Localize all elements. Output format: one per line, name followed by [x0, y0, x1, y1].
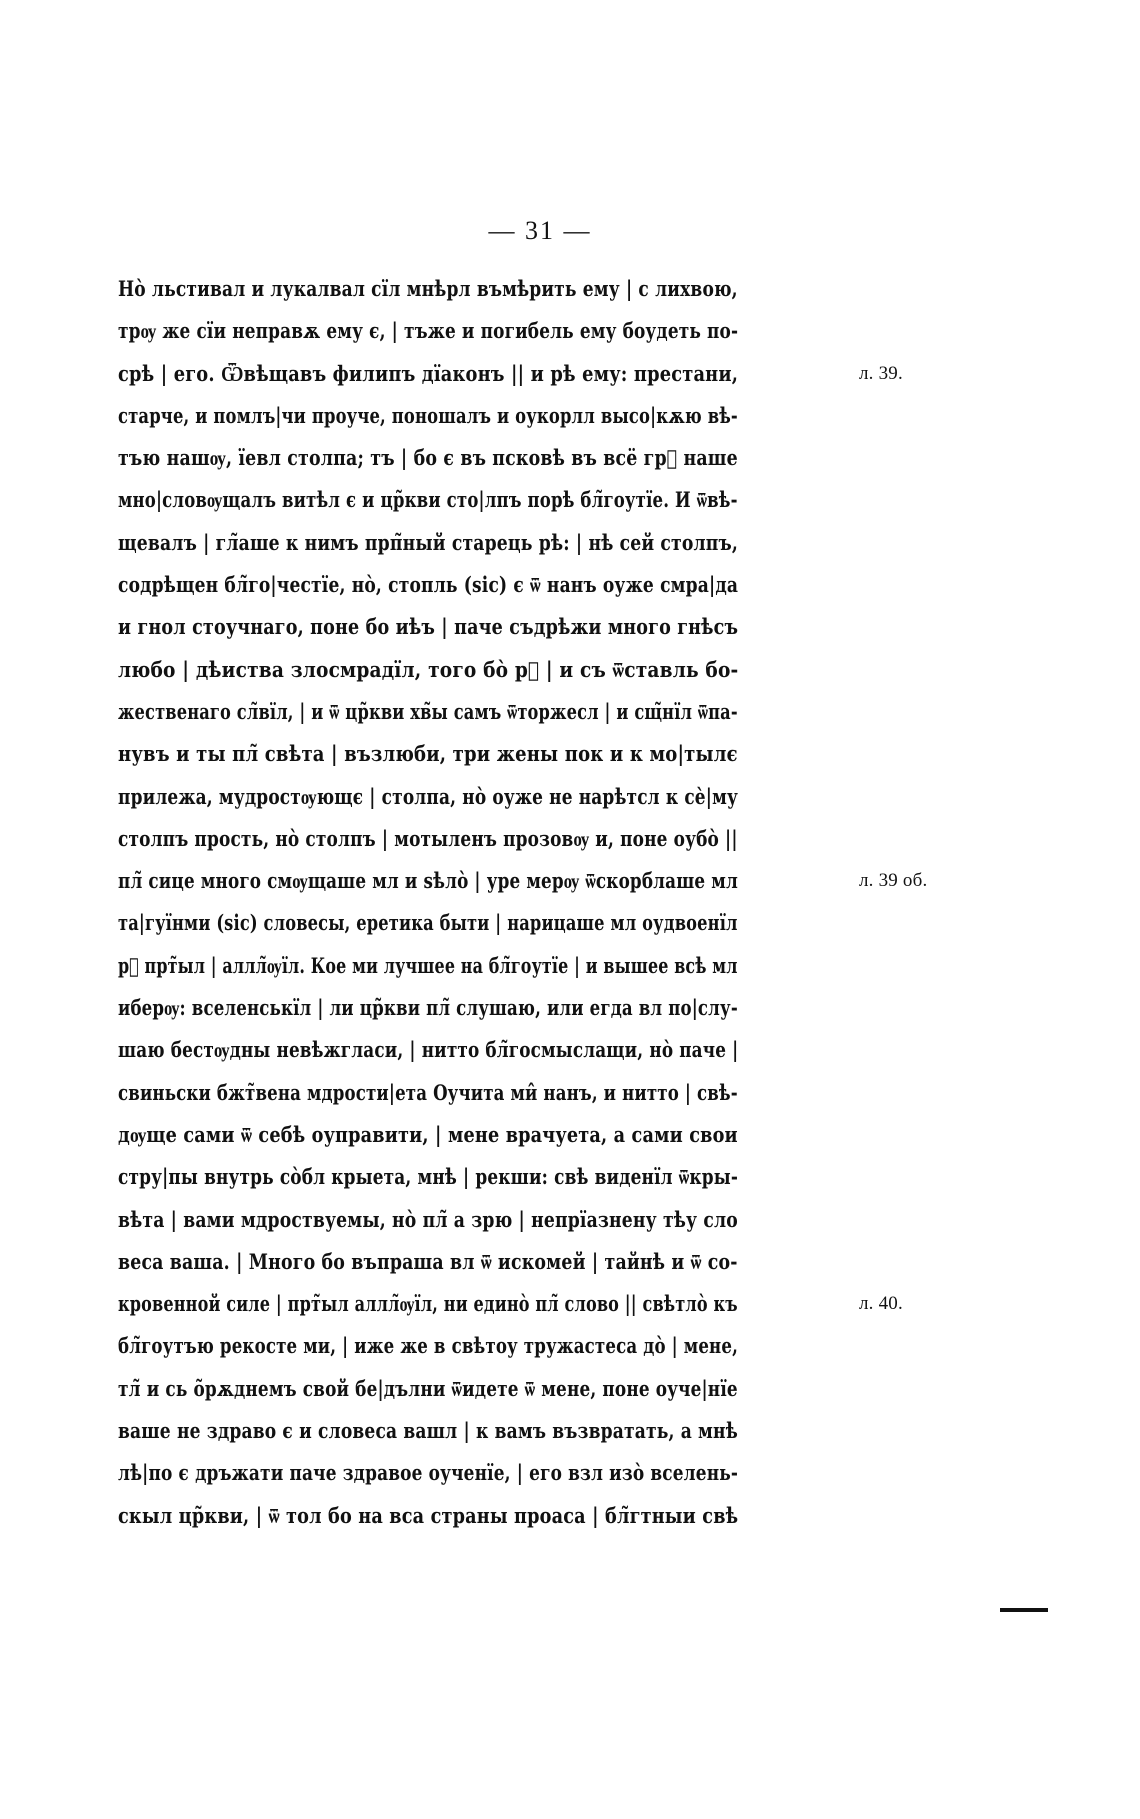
line-text: столпъ прость, но̀ столпъ | мотыленъ прозовѹ и, поне оубо̀ ||: [118, 825, 738, 851]
line-text: любо | дѣиства злосмрадїл, того бо̀ рⷶ | и съ ѿставль бо-: [118, 656, 739, 682]
line-text: ваше не здраво є и словеса вашл | к вамъ възвратать, а мнѣ: [118, 1418, 738, 1444]
line-text: вѣта | вами мдроствуемы, но̀ пл̃ а зрю | непрїазнену тѣу сло: [118, 1206, 738, 1232]
line-text: прилежа, мудростѹющє | столпа, но̀ оуже не нарѣтсл к сѐ|му: [118, 783, 738, 809]
text-line: [118, 1283, 903, 1325]
text-line: [118, 310, 878, 352]
line-text: иберѹ: вселенськїл | ли цр̃кви пл̃ слушаю, или егда вл по|слу-: [118, 995, 738, 1021]
text-line: [118, 1156, 878, 1198]
line-text: та|гуїнми (sic) словесы, еретика быти | нарицаше мл оудвоенїл: [118, 910, 738, 936]
text-line: [118, 1495, 878, 1537]
text-line: [118, 945, 878, 987]
text-line: [118, 1114, 878, 1156]
line-text: старче, и помлъ|чи проуче, поношалъ и оукорлл высо|кѫю вѣ-: [118, 402, 738, 428]
text-line: [118, 1072, 878, 1114]
line-text: кровенной силе | прт̃ыл аллл̃ѹїл, ни едино̀ пл̃ слово || свѣтло̀ къ: [118, 1291, 738, 1317]
line-text: лѣ|по є дръжати паче здравое оученїе, | его взл изо̀ вселень-: [118, 1460, 739, 1486]
text-line: [118, 1199, 878, 1241]
line-text: срѣ | его. Ѿвѣщавъ филипъ дїаконъ || и рѣ ему: престани,: [118, 360, 739, 386]
folio-note: л. 39.: [859, 362, 903, 384]
text-line: [118, 649, 878, 691]
line-text: веса ваша. | Много бо въпраша вл ѿ искомей | тайнѣ и ѿ со-: [118, 1248, 738, 1274]
line-text: рⷶ прт̃ыл | аллл̃ѹїл. Кое ми лучшее на бл̃гоутїе | и вышее всѣ мл: [118, 952, 738, 978]
line-text: Но̀ льстивал и лукалвал сїл мнѣрл въмѣрить ему | с лихвою,: [118, 276, 738, 301]
line-text: мно|словѹщалъ витѣл є и цр̃кви сто|лпъ порѣ бл̃гоутїе. И ѿвѣ-: [118, 487, 738, 513]
text-line: [118, 395, 878, 437]
end-rule: [1000, 1608, 1048, 1612]
line-text: содрѣщен бл̃го|честїе, но̀, стопль (sic) є ѿ нанъ оуже смра|да: [118, 572, 739, 598]
text-line: [118, 691, 878, 733]
text-line: [118, 353, 903, 395]
text-line: [118, 1241, 878, 1283]
line-text: жественаго сл̃вїл, | и ѿ цр̃кви хв̃ы самъ ѿторжесл | и сщ̃нїл ѿпа-: [118, 698, 738, 724]
line-text: бл̃гоутъю рекосте ми, | иже же в свѣтоу тружастеса до̀ | мене,: [118, 1333, 739, 1359]
text-block: [118, 268, 928, 1537]
line-text: тъю нашѹ, їевл столпа; тъ | бо є въ псковѣ въ всё грⷣ наше: [118, 445, 738, 471]
line-text: и гнол стоучнаго, поне бо иѣъ | паче съдрѣжи много гнѣсъ: [118, 614, 739, 640]
text-line: [118, 1029, 878, 1071]
line-text: скыл цр̃кви, | ѿ тол бо на вса страны проаса | бл̃гтныи свѣ: [118, 1502, 739, 1528]
line-text: свиньски бжт̃вена мдрости|ета Оучита ми̂ нанъ, и нитто | свѣ-: [118, 1079, 738, 1105]
text-line: [118, 1410, 878, 1452]
text-line: [118, 564, 878, 606]
folio-note: л. 40.: [859, 1293, 903, 1315]
line-text: пл̃ сице много смѹщаше мл и ѕѣло̀ | уре мерѹ ѿскорблаше мл: [118, 868, 738, 894]
text-line: [118, 733, 878, 775]
text-line: [118, 1368, 878, 1410]
text-line: [118, 268, 878, 310]
text-line: [118, 1325, 878, 1367]
line-text: нувъ и ты пл̃ свѣта | възлюби, три жены пок и к мо|тылє: [118, 741, 738, 767]
text-line: [118, 860, 928, 902]
text-line: [118, 1452, 878, 1494]
text-line: [118, 479, 878, 521]
line-text: шаю бестѹдны невѣжгласи, | нитто бл̃госмыслащи, но̀ паче |: [118, 1037, 739, 1063]
text-line: [118, 902, 878, 944]
text-line: [118, 522, 878, 564]
line-text: щевалъ | гл̃аше к нимъ прп̃ный старець рѣ: | нѣ сей столпъ,: [118, 529, 739, 555]
folio-note: л. 39 об.: [859, 870, 928, 892]
text-line: [118, 987, 878, 1029]
line-text: тл̃ и сь о̃рѫднемъ свой бе|дълни ѿидете ѿ мене, поне оуче|нїе: [118, 1375, 738, 1401]
line-text: дѹще сами ѿ себѣ оуправити, | мене врачуета, а сами свои: [118, 1121, 738, 1147]
text-line: [118, 776, 878, 818]
text-line: [118, 606, 878, 648]
line-text: трѹ же сїи неправѫ ему є, | тъже и погибель ему боудеть по-: [118, 318, 739, 344]
page-number: — 31 —: [488, 216, 592, 245]
line-text: стру|пы внутрь со̀бл крыета, мнѣ | рекши: свѣ виденїл ѿкры-: [118, 1164, 739, 1190]
text-line: [118, 437, 878, 479]
text-line: [118, 818, 878, 860]
